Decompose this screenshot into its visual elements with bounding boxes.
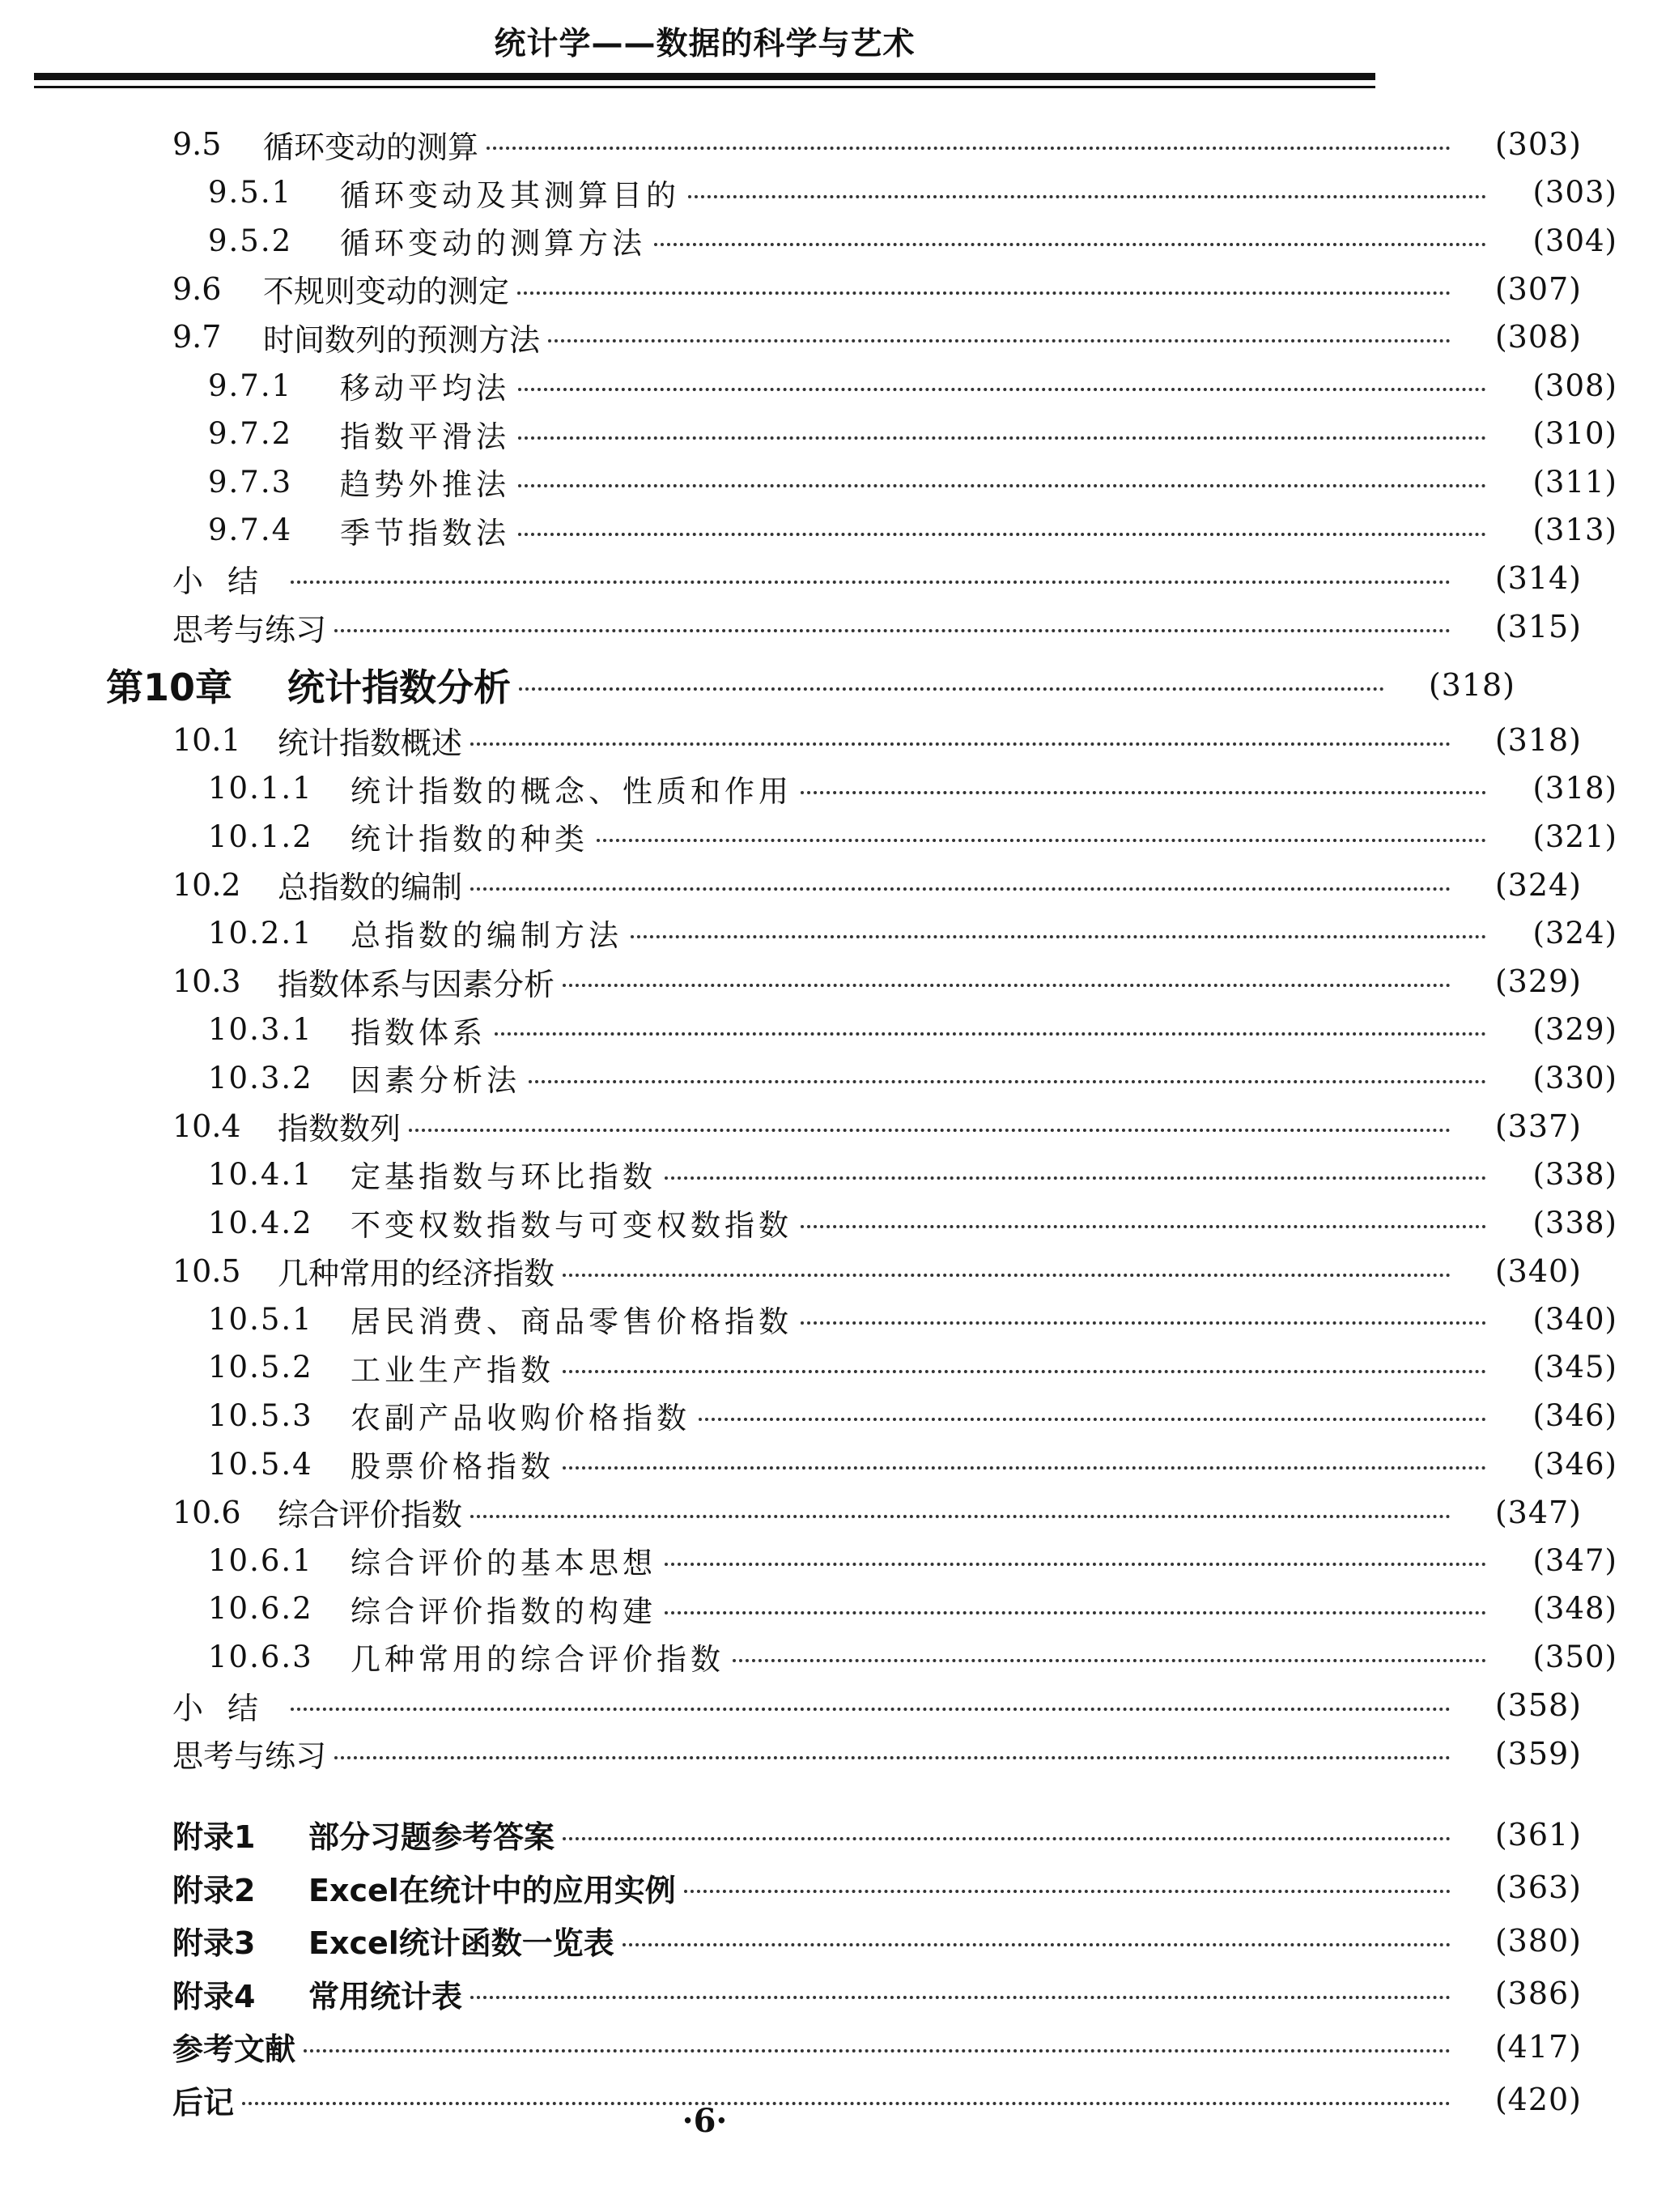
toc-entry-title: 小结: [172, 1690, 283, 1726]
toc-entry: [0, 410, 1653, 458]
toc-dot-leader: [563, 1370, 1486, 1373]
toc-entry-number: 9.6: [172, 270, 222, 307]
toc-entry: [0, 908, 1653, 957]
toc-dot-leader: [563, 1274, 1451, 1277]
toc-entry-title: 因素分析法: [351, 1063, 521, 1099]
toc-entry-page: (380): [1494, 1922, 1582, 1959]
toc-dot-leader: [517, 291, 1451, 295]
toc-entry-title: 指数平滑法: [340, 419, 510, 454]
toc-entry-page: (318): [1532, 771, 1617, 806]
toc-entry-title: 不变权数指数与可变权数指数: [351, 1208, 793, 1243]
toc-entry-page: (304): [1532, 223, 1617, 258]
toc-entry-number: 10.4.2: [208, 1205, 313, 1240]
toc-entry-number: 10.3: [172, 963, 241, 999]
toc-entry-number: 9.5.2: [208, 223, 293, 258]
toc-entry-number: 9.5.1: [208, 175, 293, 211]
toc-entry-page: (310): [1532, 416, 1617, 452]
toc-dot-leader: [563, 984, 1451, 987]
toc-entry-title: 思考与练习: [172, 1738, 327, 1775]
toc-dot-leader: [470, 742, 1451, 746]
toc-entry-number: 10.5.4: [208, 1446, 313, 1482]
toc-dot-leader: [548, 339, 1451, 342]
toc-entry-page: (363): [1494, 1870, 1582, 1906]
toc-dot-leader: [631, 935, 1486, 938]
toc-entry-number: 10.5.2: [208, 1350, 313, 1385]
toc-dot-leader: [665, 1563, 1486, 1566]
toc-entry: [0, 1295, 1653, 1343]
toc-entry-title: Excel在统计中的应用实例: [308, 1872, 676, 1908]
toc-dot-leader: [801, 1321, 1486, 1325]
toc-dot-leader: [529, 1080, 1486, 1083]
toc-entry-page: (358): [1494, 1687, 1582, 1723]
toc-entry-title: 季节指数法: [340, 515, 510, 551]
toc-dot-leader: [495, 1032, 1486, 1036]
toc-dot-leader: [563, 1837, 1451, 1840]
toc-dot-leader: [291, 581, 1451, 584]
toc-entry-number: 附录3: [172, 1925, 256, 1962]
toc-entry-page: (420): [1494, 2082, 1582, 2118]
toc-entry-number: 附录2: [172, 1872, 256, 1908]
toc-entry-page: (311): [1532, 464, 1617, 500]
toc-entry-page: (359): [1494, 1735, 1582, 1772]
toc-entry-title: 综合评价的基本思想: [351, 1546, 657, 1581]
toc-entry-title: 指数数列: [278, 1111, 402, 1147]
toc-dot-leader: [665, 1176, 1486, 1180]
toc-entry: [0, 120, 1617, 168]
toc-entry-number: 10.4.1: [208, 1156, 313, 1192]
toc-entry-page: (361): [1494, 1816, 1582, 1853]
toc-entry-title: 思考与练习: [172, 611, 327, 648]
toc-entry-number: 9.7.1: [208, 368, 293, 403]
toc-entry-page: (347): [1532, 1542, 1617, 1578]
toc-entry-number: 第10章: [106, 666, 233, 709]
toc-entry-title: 循环变动的测算: [263, 129, 479, 165]
toc-entry-number: 10.6.2: [208, 1591, 313, 1627]
toc-entry-title: 时间数列的预测方法: [263, 321, 541, 358]
toc-entry: [0, 2023, 1617, 2071]
toc-entry-title: 常用统计表: [308, 1978, 463, 2014]
running-header: 统计学——数据的科学与艺术: [494, 26, 916, 62]
toc-entry-page: (340): [1494, 1253, 1582, 1289]
toc-entry-number: 9.7.4: [208, 513, 293, 548]
toc-dot-leader: [409, 1129, 1451, 1132]
toc-entry-number: 10.5: [172, 1253, 241, 1289]
toc-entry-page: (340): [1532, 1301, 1617, 1337]
toc-entry: [0, 957, 1617, 1006]
toc-dot-leader: [487, 147, 1451, 150]
toc-entry-number: 10.1.2: [208, 819, 313, 854]
toc-entry-title: 总指数的编制方法: [351, 918, 623, 954]
toc-entry-page: (307): [1494, 270, 1582, 307]
toc-entry-page: (346): [1532, 1446, 1617, 1482]
toc-entry: [0, 1681, 1617, 1729]
toc-dot-leader: [563, 1466, 1486, 1470]
toc-dot-leader: [688, 195, 1486, 198]
toc-dot-leader: [654, 243, 1486, 246]
toc-entry: [0, 1006, 1653, 1054]
toc-dot-leader: [470, 1515, 1451, 1518]
toc-entry-title: 后记: [172, 2084, 235, 2121]
toc-entry-title: 指数体系与因素分析: [278, 966, 555, 1002]
toc-dot-leader: [470, 887, 1451, 891]
toc-entry: [0, 216, 1653, 265]
toc-entry: [0, 1391, 1653, 1440]
toc-entry-title: 部分习题参考答案: [308, 1819, 555, 1856]
toc-entry-page: (348): [1532, 1591, 1617, 1627]
toc-entry-number: 10.5.1: [208, 1301, 313, 1337]
toc-entry: [0, 168, 1653, 217]
toc-entry-number: 9.7.2: [208, 416, 293, 452]
toc-entry-title: 综合评价指数的构建: [351, 1593, 657, 1629]
toc-entry: [0, 1916, 1617, 1965]
toc-entry-title: 统计指数的概念、性质和作用: [351, 773, 793, 809]
toc-entry: [0, 861, 1617, 909]
toc-dot-leader: [623, 1943, 1451, 1946]
toc-entry-number: 10.6.3: [208, 1639, 313, 1674]
toc-entry-title: 统计指数的种类: [351, 822, 589, 857]
toc-entry-page: (313): [1532, 513, 1617, 548]
toc-entry-number: 10.2.1: [208, 915, 313, 951]
toc-entry: [0, 764, 1653, 813]
toc-dot-leader: [801, 791, 1486, 794]
toc-entry-number: 附录4: [172, 1978, 256, 2014]
toc-dot-leader: [518, 436, 1486, 440]
toc-entry-number: 10.6: [172, 1494, 241, 1530]
toc-entry-number: 9.5: [172, 126, 222, 162]
toc-entry-title: 循环变动及其测算目的: [340, 177, 680, 213]
toc-entry: [0, 1102, 1617, 1151]
toc-entry: [0, 661, 1551, 709]
toc-entry-title: 统计指数分析: [287, 666, 511, 709]
toc-dot-leader: [291, 1708, 1451, 1711]
toc-entry-page: (329): [1532, 1012, 1617, 1048]
toc-entry: [0, 506, 1653, 555]
toc-dot-leader: [334, 629, 1451, 632]
toc-entry-title: 趋势外推法: [340, 467, 510, 503]
toc-entry-page: (321): [1532, 819, 1617, 854]
toc-entry-page: (345): [1532, 1350, 1617, 1385]
toc-dot-leader: [801, 1225, 1486, 1228]
toc-entry-page: (338): [1532, 1205, 1617, 1240]
toc-entry-number: 10.2: [172, 866, 241, 903]
toc-entry: [0, 1536, 1653, 1585]
toc-entry-title: 参考文献: [172, 2031, 296, 2068]
toc-entry-number: 10.1: [172, 722, 241, 758]
toc-entry: [0, 313, 1617, 361]
toc-dot-leader: [699, 1418, 1486, 1421]
toc-dot-leader: [518, 533, 1486, 536]
toc-entry-number: 10.3.1: [208, 1012, 313, 1048]
toc-entry: [0, 265, 1617, 313]
toc-entry-page: (386): [1494, 1976, 1582, 2012]
toc-entry-page: (318): [1428, 667, 1515, 703]
toc-entry-title: 居民消费、商品零售价格指数: [351, 1304, 793, 1340]
toc-entry-page: (324): [1532, 915, 1617, 951]
toc-entry-title: 总指数的编制: [278, 870, 463, 906]
toc-entry: [0, 1632, 1653, 1681]
toc-entry-page: (330): [1532, 1060, 1617, 1095]
toc-entry-number: 10.6.1: [208, 1542, 313, 1578]
toc-entry-title: 指数体系: [351, 1015, 487, 1050]
toc-entry: [0, 602, 1617, 651]
toc-entry-page: (347): [1494, 1494, 1582, 1530]
toc-dot-leader: [304, 2049, 1451, 2052]
toc-entry-page: (318): [1494, 722, 1582, 758]
toc-entry: [0, 1863, 1617, 1912]
toc-entry-number: 10.1.1: [208, 771, 313, 806]
toc-entry-page: (324): [1494, 866, 1582, 903]
toc-entry: [0, 457, 1653, 506]
toc-dot-leader: [684, 1890, 1451, 1893]
toc-entry-title: 定基指数与环比指数: [351, 1159, 657, 1195]
toc-entry-page: (417): [1494, 2028, 1582, 2065]
toc-entry-title: 几种常用的综合评价指数: [351, 1642, 725, 1678]
toc-entry-title: 综合评价指数: [278, 1497, 463, 1534]
toc-entry-page: (350): [1532, 1639, 1617, 1674]
toc-entry-number: 10.5.3: [208, 1397, 313, 1433]
toc-entry-title: 工业生产指数: [351, 1352, 555, 1388]
toc-entry-title: 循环变动的测算方法: [340, 226, 646, 262]
toc-entry-page: (337): [1494, 1108, 1582, 1144]
toc-entry-number: 附录1: [172, 1819, 256, 1856]
toc-entry: [0, 554, 1617, 602]
toc-dot-leader: [665, 1611, 1486, 1614]
toc-entry: [0, 1585, 1653, 1633]
toc-entry-number: 10.4: [172, 1108, 241, 1144]
toc-entry-title: 股票价格指数: [351, 1449, 555, 1484]
toc-entry-title: Excel统计函数一览表: [308, 1925, 614, 1962]
toc-dot-leader: [334, 1756, 1451, 1759]
toc-entry-number: 10.3.2: [208, 1060, 313, 1095]
toc-entry: [0, 1969, 1617, 2018]
toc-entry-title: 农副产品收购价格指数: [351, 1401, 691, 1436]
toc-entry-title: 几种常用的经济指数: [278, 1256, 555, 1292]
toc-entry-number: 9.7.3: [208, 464, 293, 500]
toc-entry: [0, 812, 1653, 861]
toc-entry: [0, 1343, 1653, 1392]
toc-entry-title: 小结: [172, 563, 283, 599]
toc-entry-title: 不规则变动的测定: [263, 274, 510, 310]
toc-entry: [0, 1810, 1617, 1859]
toc-entry-title: 统计指数概述: [278, 725, 463, 761]
toc-dot-leader: [518, 484, 1486, 487]
toc-entry: [0, 716, 1617, 764]
toc-entry-page: (315): [1494, 609, 1582, 644]
toc-entry: [0, 1053, 1653, 1102]
toc-entry-title: 移动平均法: [340, 371, 510, 406]
page-number: ·6·: [682, 2102, 728, 2140]
toc-entry: [0, 1488, 1617, 1537]
toc-entry-number: 9.7: [172, 319, 222, 355]
toc-entry: [0, 361, 1653, 410]
toc-dot-leader: [518, 388, 1486, 391]
toc-entry: [0, 1150, 1653, 1198]
toc-dot-leader: [733, 1659, 1486, 1662]
toc-dot-leader: [470, 1996, 1451, 1999]
toc-entry: [0, 1729, 1617, 1778]
toc-entry-page: (308): [1494, 319, 1582, 355]
toc-entry-page: (346): [1532, 1397, 1617, 1433]
toc-entry: [0, 1247, 1617, 1295]
toc-entry-page: (303): [1532, 175, 1617, 211]
toc-entry-page: (308): [1532, 368, 1617, 403]
toc-entry-page: (303): [1494, 126, 1582, 162]
toc-entry-page: (338): [1532, 1156, 1617, 1192]
toc-entry-page: (314): [1494, 560, 1582, 597]
toc-entry: [0, 1440, 1653, 1488]
toc-dot-leader: [597, 839, 1486, 842]
toc-dot-leader: [519, 687, 1384, 691]
toc-entry-page: (329): [1494, 963, 1582, 999]
toc-entry: [0, 1198, 1653, 1247]
